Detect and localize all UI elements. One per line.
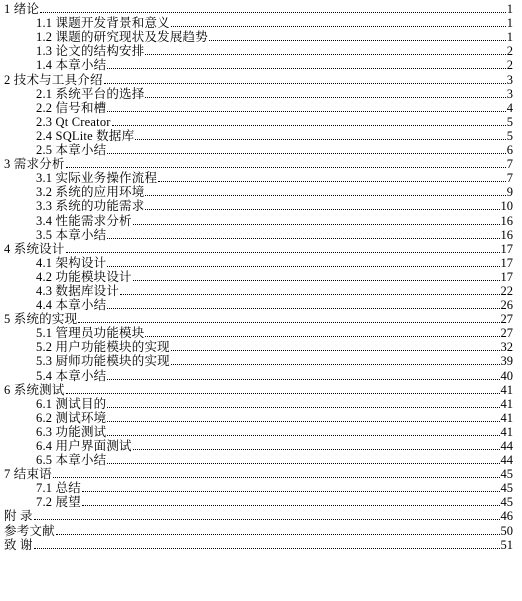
toc-entry-title: 1 绪论 <box>4 2 40 17</box>
toc-dot-leader <box>209 40 506 41</box>
toc-entry-title: 7.1 总结 <box>36 481 81 496</box>
toc-section-entry[interactable] <box>4 143 513 157</box>
toc-dot-leader <box>171 364 500 365</box>
toc-section-entry[interactable] <box>4 199 513 213</box>
toc-page-number: 6 <box>506 143 513 158</box>
toc-page-number: 2 <box>506 44 513 59</box>
toc-entry-title: 1.2 课题的研究现状及发展趋势 <box>36 30 208 45</box>
toc-dot-leader <box>107 308 499 309</box>
toc-section-entry[interactable] <box>4 453 513 467</box>
toc-section-entry[interactable] <box>4 481 513 495</box>
toc-entry-title: 4.4 本章小结 <box>36 298 107 313</box>
toc-dot-leader <box>78 322 499 323</box>
toc-dot-leader <box>133 280 500 281</box>
toc-chapter-entry[interactable] <box>4 312 513 326</box>
toc-page-number: 27 <box>500 326 513 341</box>
toc-dot-leader <box>66 393 500 394</box>
toc-backmatter-entry[interactable] <box>4 538 513 552</box>
toc-entry-title: 6.4 用户界面测试 <box>36 439 132 453</box>
toc-dot-leader <box>34 519 500 520</box>
toc-section-entry[interactable] <box>4 284 513 298</box>
toc-dot-leader <box>145 195 505 196</box>
toc-section-entry[interactable] <box>4 354 513 368</box>
toc-page-number: 3 <box>506 72 513 87</box>
toc-entry-title: 5.4 本章小结 <box>36 368 107 383</box>
toc-entry-title: 1.3 论文的结构安排 <box>36 44 145 59</box>
toc-dot-leader <box>112 125 506 126</box>
toc-section-entry[interactable] <box>4 368 513 382</box>
toc-section-entry[interactable] <box>4 256 513 270</box>
toc-entry-title: 4.3 数据库设计 <box>36 283 120 298</box>
toc-dot-leader <box>171 350 500 351</box>
toc-page-number: 1 <box>506 16 513 31</box>
toc-page-number: 5 <box>506 128 513 143</box>
toc-dot-leader <box>82 491 500 492</box>
toc-entry-title: 4.1 架构设计 <box>36 255 107 270</box>
toc-page-number: 26 <box>500 298 513 313</box>
toc-section-entry[interactable] <box>4 228 513 242</box>
toc-entry-title: 2.1 系统平台的选择 <box>36 86 145 101</box>
toc-entry-title: 5.2 用户功能模块的实现 <box>36 340 170 355</box>
toc-dot-leader <box>107 68 505 69</box>
toc-section-entry[interactable] <box>4 411 513 425</box>
toc-section-entry[interactable] <box>4 58 513 72</box>
toc-dot-leader <box>120 294 499 295</box>
toc-dot-leader <box>53 477 500 478</box>
toc-entry-title: 1.4 本章小结 <box>36 58 107 73</box>
toc-dot-leader <box>171 26 506 27</box>
toc-page-number: 16 <box>500 227 513 242</box>
toc-dot-leader <box>107 421 499 422</box>
toc-page-number: 32 <box>500 340 513 355</box>
toc-entry-title: 2.4 SQLite 数据库 <box>36 128 135 143</box>
toc-entry-title: 2.3 Qt Creator <box>36 114 111 129</box>
toc-page-number: 16 <box>500 213 513 228</box>
toc-dot-leader <box>145 54 505 55</box>
toc-dot-leader <box>107 379 499 380</box>
toc-entry-title: 2.5 本章小结 <box>36 143 107 158</box>
toc-entry-title: 3.5 本章小结 <box>36 227 107 242</box>
toc-page-number: 41 <box>500 396 513 411</box>
toc-entry-title: 5.1 管理员功能模块 <box>36 326 145 341</box>
toc-page-number: 45 <box>500 481 513 496</box>
toc-page-number: 44 <box>500 439 513 453</box>
toc-dot-leader <box>145 209 499 210</box>
toc-entry-title: 3 需求分析 <box>4 157 65 172</box>
toc-page-number: 5 <box>506 114 513 129</box>
toc-entry-title: 致 谢 <box>4 537 33 552</box>
toc-page-number: 3 <box>506 86 513 101</box>
toc-dot-leader <box>40 12 506 13</box>
toc-page-number: 17 <box>500 241 513 256</box>
toc-chapter-entry[interactable] <box>4 242 513 256</box>
toc-dot-leader <box>107 407 499 408</box>
toc-page-number: 22 <box>500 283 513 298</box>
toc-section-entry[interactable] <box>4 340 513 354</box>
toc-page-number: 44 <box>500 453 513 468</box>
toc-dot-leader <box>145 97 505 98</box>
toc-entry-title: 7 结束语 <box>4 467 52 482</box>
toc-dot-leader <box>66 167 506 168</box>
toc-dot-leader <box>135 139 505 140</box>
toc-section-entry[interactable] <box>4 439 513 453</box>
toc-section-entry[interactable] <box>4 115 513 129</box>
toc-page-number: 45 <box>500 495 513 510</box>
toc-entry-title: 7.2 展望 <box>36 495 81 510</box>
toc-dot-leader <box>107 463 499 464</box>
toc-page-number: 51 <box>500 537 513 552</box>
toc-page-number: 41 <box>500 410 513 425</box>
toc-section-entry[interactable] <box>4 30 513 44</box>
toc-page-number: 1 <box>506 2 513 17</box>
toc-page-number: 17 <box>500 255 513 270</box>
toc-page-number: 40 <box>500 368 513 383</box>
toc-page-number: 46 <box>500 509 513 524</box>
toc-chapter-entry[interactable] <box>4 467 513 481</box>
toc-chapter-entry[interactable] <box>4 157 513 171</box>
toc-entry-title: 6.3 功能测试 <box>36 424 107 439</box>
toc-page-number: 17 <box>500 269 513 284</box>
toc-dot-leader <box>133 449 500 450</box>
toc-page-number: 27 <box>500 312 513 327</box>
toc-chapter-entry[interactable] <box>4 72 513 86</box>
toc-page-number: 2 <box>506 58 513 73</box>
toc-entry-title: 2.2 信号和槽 <box>36 100 107 115</box>
toc-section-entry[interactable] <box>4 185 513 199</box>
toc-page-number: 7 <box>506 157 513 172</box>
toc-entry-title: 6.5 本章小结 <box>36 453 107 468</box>
toc-dot-leader <box>133 224 500 225</box>
toc-entry-title: 3.1 实际业务操作流程 <box>36 171 158 186</box>
table-of-contents <box>4 2 513 552</box>
toc-entry-title: 4.2 功能模块设计 <box>36 269 132 284</box>
toc-entry-title: 3.2 系统的应用环境 <box>36 185 145 200</box>
toc-page-number: 39 <box>500 354 513 369</box>
toc-page-number: 4 <box>506 100 513 115</box>
toc-chapter-entry[interactable] <box>4 2 513 16</box>
toc-section-entry[interactable] <box>4 495 513 509</box>
toc-section-entry[interactable] <box>4 87 513 101</box>
toc-page-number: 10 <box>500 199 513 214</box>
toc-page-number: 1 <box>506 30 513 45</box>
toc-entry-title: 1.1 课题开发背景和意义 <box>36 16 170 31</box>
toc-page-number: 9 <box>506 185 513 200</box>
toc-section-entry[interactable] <box>4 16 513 30</box>
toc-entry-title: 6.1 测试目的 <box>36 396 107 411</box>
toc-chapter-entry[interactable] <box>4 383 513 397</box>
toc-entry-title: 5 系统的实现 <box>4 312 78 327</box>
toc-dot-leader <box>107 435 499 436</box>
toc-dot-leader <box>107 111 505 112</box>
toc-dot-leader <box>107 153 505 154</box>
toc-section-entry[interactable] <box>4 326 513 340</box>
toc-dot-leader <box>34 548 500 549</box>
toc-dot-leader <box>145 336 499 337</box>
toc-dot-leader <box>56 534 500 535</box>
toc-dot-leader <box>66 252 500 253</box>
toc-section-entry[interactable] <box>4 171 513 185</box>
toc-section-entry[interactable] <box>4 270 513 284</box>
toc-entry-title: 2 技术与工具介绍 <box>4 72 103 87</box>
toc-page-number: 41 <box>500 382 513 397</box>
toc-entry-title: 附 录 <box>4 509 33 524</box>
toc-dot-leader <box>82 505 500 506</box>
toc-entry-title: 3.4 性能需求分析 <box>36 213 132 228</box>
toc-entry-title: 4 系统设计 <box>4 241 65 256</box>
toc-section-entry[interactable] <box>4 101 513 115</box>
toc-dot-leader <box>104 83 506 84</box>
toc-page-number: 45 <box>500 467 513 482</box>
toc-entry-title: 5.3 厨师功能模块的实现 <box>36 354 170 369</box>
toc-entry-title: 6.2 测试环境 <box>36 410 107 425</box>
toc-section-entry[interactable] <box>4 44 513 58</box>
toc-dot-leader <box>107 266 499 267</box>
toc-entry-title: 6 系统测试 <box>4 382 65 397</box>
toc-backmatter-entry[interactable] <box>4 509 513 523</box>
toc-section-entry[interactable] <box>4 397 513 411</box>
toc-page-number: 7 <box>506 171 513 186</box>
toc-section-entry[interactable] <box>4 425 513 439</box>
toc-section-entry[interactable] <box>4 129 513 143</box>
toc-page-number: 41 <box>500 424 513 439</box>
toc-section-entry[interactable] <box>4 298 513 312</box>
toc-backmatter-entry[interactable] <box>4 523 513 537</box>
toc-entry-title: 参考文献 <box>4 523 55 538</box>
toc-page-number: 50 <box>500 523 513 538</box>
toc-dot-leader <box>107 238 499 239</box>
toc-dot-leader <box>158 181 506 182</box>
toc-entry-title: 3.3 系统的功能需求 <box>36 199 145 214</box>
toc-section-entry[interactable] <box>4 213 513 227</box>
